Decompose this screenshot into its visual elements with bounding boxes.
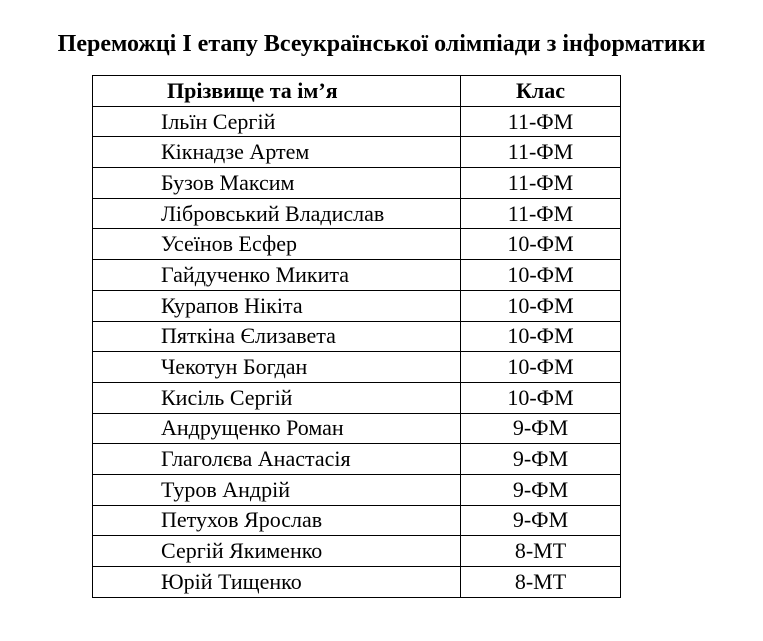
class-cell: 8-МТ [461,536,621,567]
table-row [93,382,621,413]
column-header-name: Прізвище та ім’я [93,76,461,107]
class-cell: 10-ФМ [461,352,621,383]
student-name-cell: Ільїн Сергій [93,106,461,137]
table-row [93,106,621,137]
student-name-cell: Гайдученко Микита [93,260,461,291]
table-row [93,505,621,536]
class-cell: 10-ФМ [461,382,621,413]
table-row [93,137,621,168]
student-name-cell: Бузов Максим [93,168,461,199]
table-header [93,76,621,107]
class-cell: 9-ФМ [461,444,621,475]
class-cell: 8-МТ [461,567,621,598]
table-row [93,229,621,260]
table-row [93,567,621,598]
student-name-cell: Курапов Нікіта [93,290,461,321]
table-row [93,321,621,352]
class-cell: 11-ФМ [461,106,621,137]
winners-table [92,75,621,598]
table-row [93,474,621,505]
student-name-cell: Пяткіна Єлизавета [93,321,461,352]
page-title: Переможці І етапу Всеукраїнської олімпіади з інформатики [57,31,706,57]
class-cell: 11-ФМ [461,168,621,199]
table-row [93,352,621,383]
student-name-cell: Андрущенко Роман [93,413,461,444]
table-row [93,168,621,199]
class-cell: 9-ФМ [461,413,621,444]
class-cell: 10-ФМ [461,229,621,260]
class-cell: 10-ФМ [461,290,621,321]
student-name-cell: Сергій Якименко [93,536,461,567]
table-row [93,290,621,321]
table-body [93,106,621,597]
student-name-cell: Чекотун Богдан [93,352,461,383]
table-row [93,536,621,567]
table-row [93,444,621,475]
class-cell: 11-ФМ [461,137,621,168]
class-cell: 10-ФМ [461,260,621,291]
class-cell: 9-ФМ [461,505,621,536]
student-name-cell: Лібровський Владислав [93,198,461,229]
student-name-cell: Глаголєва Анастасія [93,444,461,475]
table-row [93,198,621,229]
student-name-cell: Петухов Ярослав [93,505,461,536]
table-row [93,413,621,444]
class-cell: 9-ФМ [461,474,621,505]
student-name-cell: Кисіль Сергій [93,382,461,413]
student-name-cell: Усеїнов Есфер [93,229,461,260]
class-cell: 10-ФМ [461,321,621,352]
student-name-cell: Туров Андрій [93,474,461,505]
student-name-cell: Кікнадзе Артем [93,137,461,168]
column-header-class: Клас [461,76,621,107]
student-name-cell: Юрій Тищенко [93,567,461,598]
header-row [93,76,621,107]
class-cell: 11-ФМ [461,198,621,229]
table-row [93,260,621,291]
